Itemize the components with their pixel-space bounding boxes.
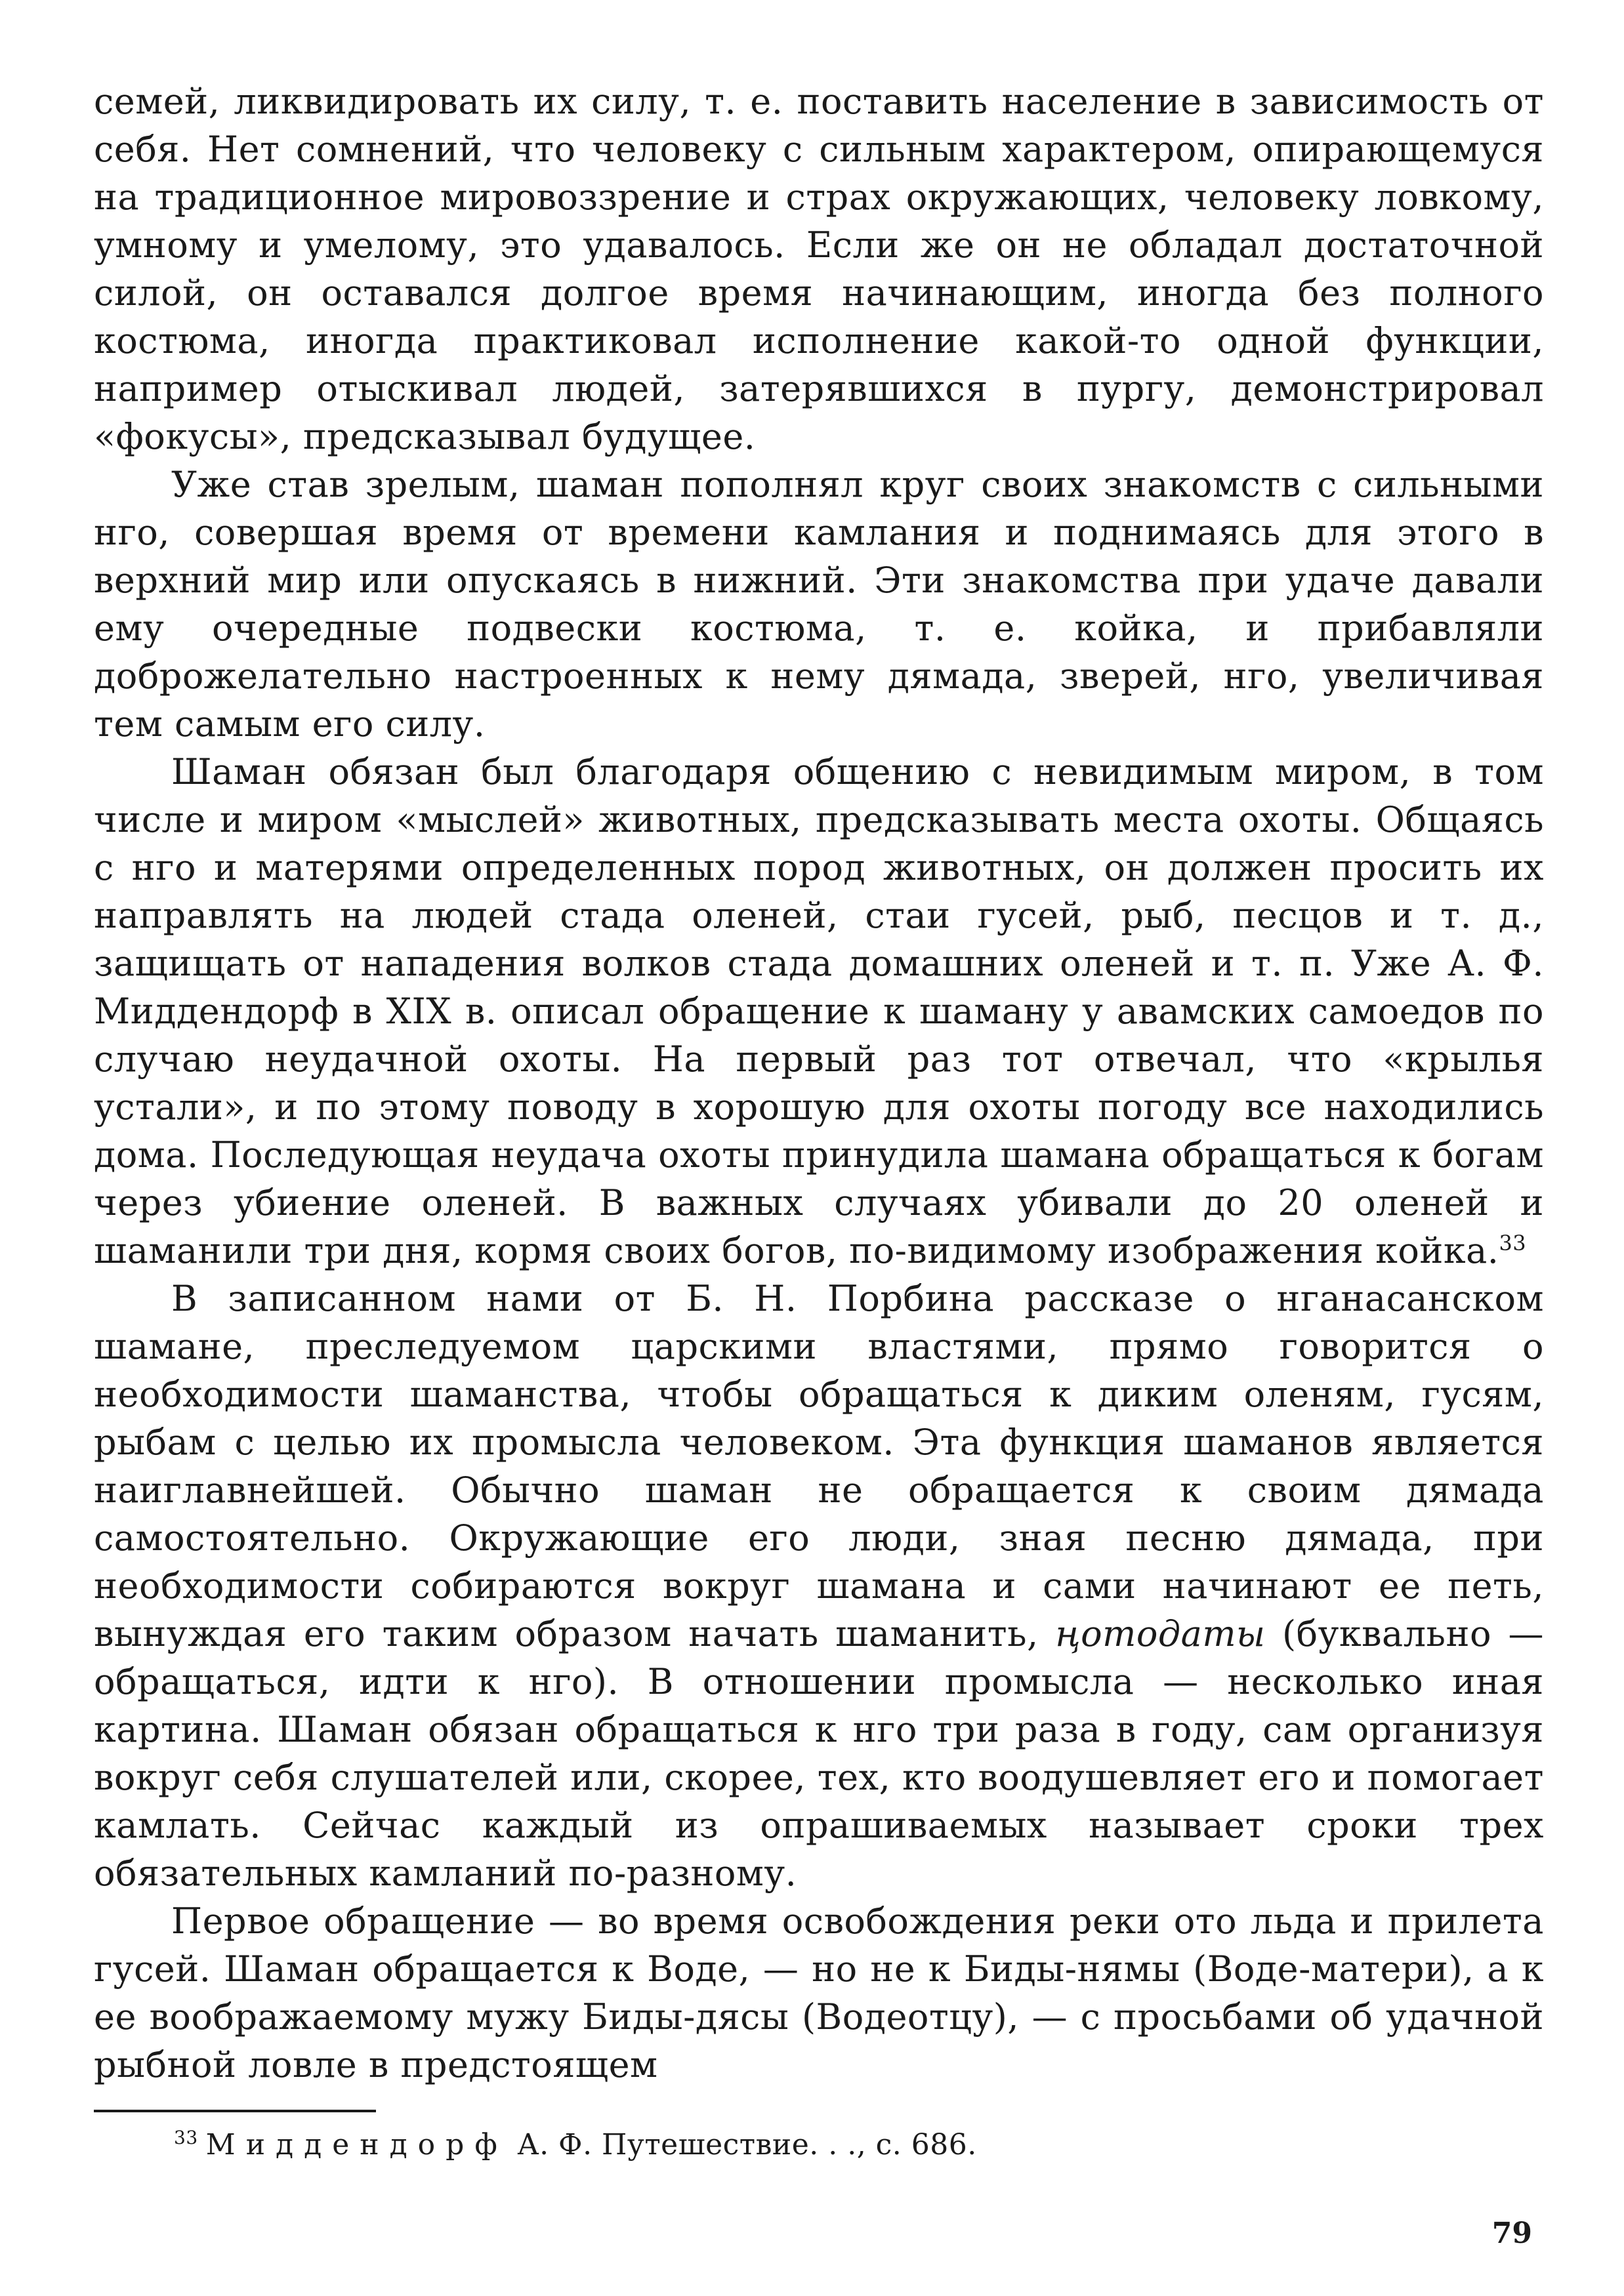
footnote-number: 33: [174, 2127, 198, 2149]
paragraph-5: Первое обращение — во время освобождения реки ото льда и прилета гусей. Шаман обращается к Воде, — но не к Биды-нямы (Воде-матери), а к ее воображаемому мужу Биды-дясы (Водеотцу), — с просьбами об удачной рыбной ловле в предстоящем: [94, 1900, 1544, 2085]
page-body: [94, 77, 1544, 2089]
footnote-divider: [94, 2110, 376, 2112]
paragraph-4-text-a: В записанном нами от Б. Н. Порбина рассказе о нганасанском шамане, преследуемом царскими властями, прямо говорится о необходимости шаманства, чтобы обращаться к диким оленям, гусям, рыбам с целью их промысла человеком. Эта функция шаманов является наиглавнейшей. Обычно шаман не обращается к своим дямада самостоятельно. Окружающие его люди, зная песню дямада, при необходимости собираются вокруг шамана и сами начинают ее петь, вынуждая его таким образом начать шаманить,: [94, 1278, 1544, 1654]
paragraph-4-term: ңотодаты: [1055, 1613, 1266, 1654]
footnote: [174, 2125, 977, 2165]
paragraph-3-text: Шаман обязан был благодаря общению с невидимым миром, в том числе и миром «мыслей» животных, предсказывать места охоты. Общаясь с нго и матерями определенных пород животных, он должен просить их направлять на людей стада оленей, стаи гусей, рыб, песцов и т. д., защищать от нападения волков стада домашних оленей и т. п. Уже А. Ф. Миддендорф в XIX в. описал обращение к шаману у авамских самоедов по случаю неудачной охоты. На первый раз тот отвечал, что «крылья устали», и по этому поводу в хорошую для охоты погоду все находились дома. Последующая неудача охоты принудила шамана обращаться к богам через убиение оленей. В важных случаях убивали до 20 оленей и шаманили три дня, кормя своих богов, по-видимому изображения койка.: [94, 751, 1544, 1271]
paragraph-4: [94, 1275, 1544, 1897]
paragraph-1: семей, ликвидировать их силу, т. е. поставить население в зависимость от себя. Нет сомнений, что человеку с сильным характером, опирающемуся на традиционное мировоззрение и страх окружающих, человеку ловкому, умному и умелому, это удавалось. Если же он не обладал достаточной силой, он оставался долгое время начинающим, иногда без полного костюма, иногда практиковал исполнение какой-то одной функции, например отыскивал людей, затерявшихся в пургу, демонстрировал «фокусы», предсказывал будущее.: [94, 81, 1544, 457]
paragraph-2: Уже став зрелым, шаман пополнял круг своих знакомств с сильными нго, совершая время от времени камлания и поднимаясь для этого в верхний мир или опускаясь в нижний. Эти знакомства при удаче давали ему очередные подвески костюма, т. е. койка, и прибавляли доброжелательно настроенных к нему дямада, зверей, нго, увеличивая тем самым его силу.: [94, 464, 1544, 745]
page-number: 79: [1491, 2217, 1532, 2250]
footnote-author: Миддендорф: [205, 2128, 508, 2162]
paragraph-4-text-b: (буквально — обращаться, идти к нго). В отношении промысла — несколько иная картина. Шаман обязан обращаться к нго три раза в году, сам организуя вокруг себя слушателей или, скорее, тех, кто воодушевляет его и помогает камлать. Сейчас каждый из опрашиваемых называет сроки трех обязательных камланий по-разному.: [94, 1613, 1544, 1894]
paragraph-3: [94, 748, 1544, 1275]
footnote-text: А. Ф. Путешествие. . ., с. 686.: [517, 2128, 977, 2162]
footnote-reference[interactable]: 33: [1499, 1231, 1527, 1256]
